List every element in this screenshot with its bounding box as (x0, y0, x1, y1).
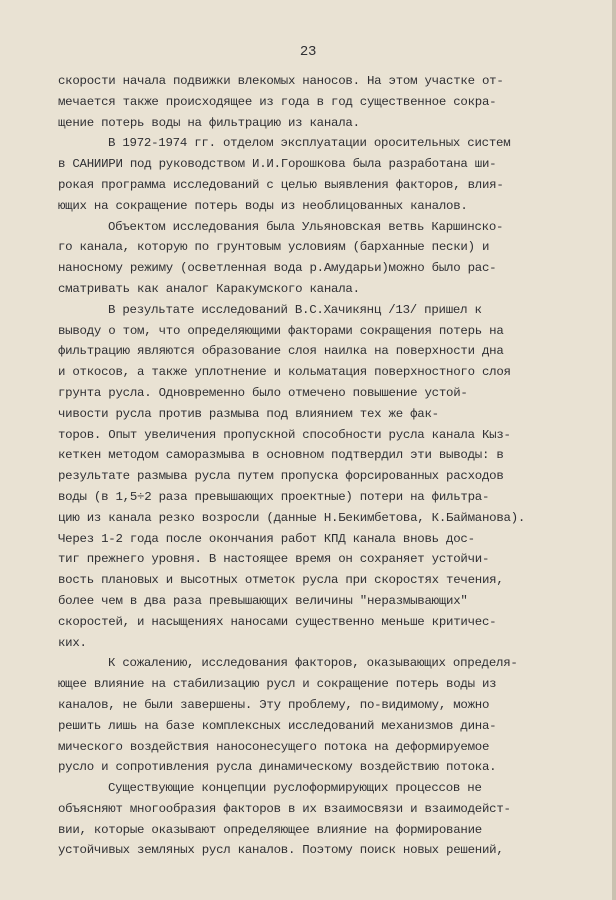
text-line: ких. (58, 635, 87, 650)
text-line: более чем в два раза превышающих величины "неразмывающих" (58, 593, 468, 608)
body-text (58, 71, 584, 861)
text-line: мечается также происходящее из года в год существенное сокра- (58, 94, 497, 109)
text-line: каналов, не были завершены. Эту проблему, по-видимому, можно (58, 697, 490, 712)
text-line: торов. Опыт увеличения пропускной способности русла канала Кыз- (58, 427, 511, 442)
text-line: рокая программа исследований с целью выявления факторов, влия- (58, 177, 504, 192)
text-line: тиг прежнего уровня. В настоящее время он сохраняет устойчи- (58, 552, 490, 567)
text-line: Объектом исследования была Ульяновская ветвь Каршинско- (108, 219, 504, 234)
text-line: воды (в 1,5÷2 раза превышающих проектные) потери на фильтра- (58, 489, 490, 504)
text-line: ющих на сокращение потерь воды из необлицованных каналов. (58, 198, 468, 213)
text-line: фильтрацию являются образование слоя наилка на поверхности дна (58, 344, 504, 359)
text-line: объясняют многообразия факторов в их взаимосвязи и взаимодейст- (58, 801, 511, 816)
text-line: наносному режиму (осветленная вода р.Амударьи)можно было рас- (58, 261, 497, 276)
text-line: выводу о том, что определяющими факторами сокращения потерь на (58, 323, 504, 338)
text-line: скорости начала подвижки влекомых наносов. На этом участке от- (58, 74, 504, 88)
text-line: щение потерь воды на фильтрацию из канала. (58, 115, 360, 130)
text-line: устойчивых земляных русл каналов. Поэтому поиск новых решений, (58, 843, 504, 858)
text-line: и откосов, а также уплотнение и кольматация поверхностного слоя (58, 365, 511, 380)
text-line: кеткен методом саморазмыва в основном подтвердил эти выводы: в (58, 448, 504, 463)
text-line: в САНИИРИ под руководством И.И.Горошкова была разработана ши- (58, 157, 497, 172)
text-line: грунта русла. Одновременно было отмечено повышение устой- (58, 385, 468, 400)
text-line: результате размыва русла путем пропуска форсированных расходов (58, 469, 504, 484)
text-line: вость плановых и высотных отметок русла при скоростях течения, (58, 573, 504, 588)
text-line: русло и сопротивления русла динамическому воздействию потока. (58, 760, 497, 775)
text-line: Через 1-2 года после окончания работ КПД канала вновь дос- (58, 531, 475, 546)
text-line: Существующие концепции руслоформирующих процессов не (108, 781, 482, 796)
text-line: сматривать как аналог Каракумского канала. (58, 281, 360, 296)
text-line: чивости русла против размыва под влиянием тех же фак- (58, 406, 439, 421)
text-line: В результате исследований В.С.Хачикянц /13/ пришел к (108, 302, 482, 317)
page-number: 23 (299, 44, 317, 60)
text-line: решить лишь на базе комплексных исследований механизмов дина- (58, 718, 497, 733)
text-line: В 1972-1974 гг. отделом эксплуатации оросительных систем (108, 136, 511, 151)
page-edge (612, 0, 616, 900)
text-line: цию из канала резко возросли (данные Н.Бекимбетова, К.Байманова). (58, 510, 526, 525)
text-line: вии, которые оказывают определяющее влияние на формирование (58, 822, 482, 837)
text-line: скоростей, и насыщениях наносами существенно меньше критичес- (58, 614, 497, 629)
text-line: го канала, которую по грунтовым условиям (барханные пески) и (58, 240, 490, 255)
text-line: мического воздействия наносонесущего потока на деформируемое (58, 739, 490, 754)
text-line: К сожалению, исследования факторов, оказывающих определя- (108, 656, 518, 671)
text-line: ющее влияние на стабилизацию русл и сокращение потерь воды из (58, 677, 497, 692)
